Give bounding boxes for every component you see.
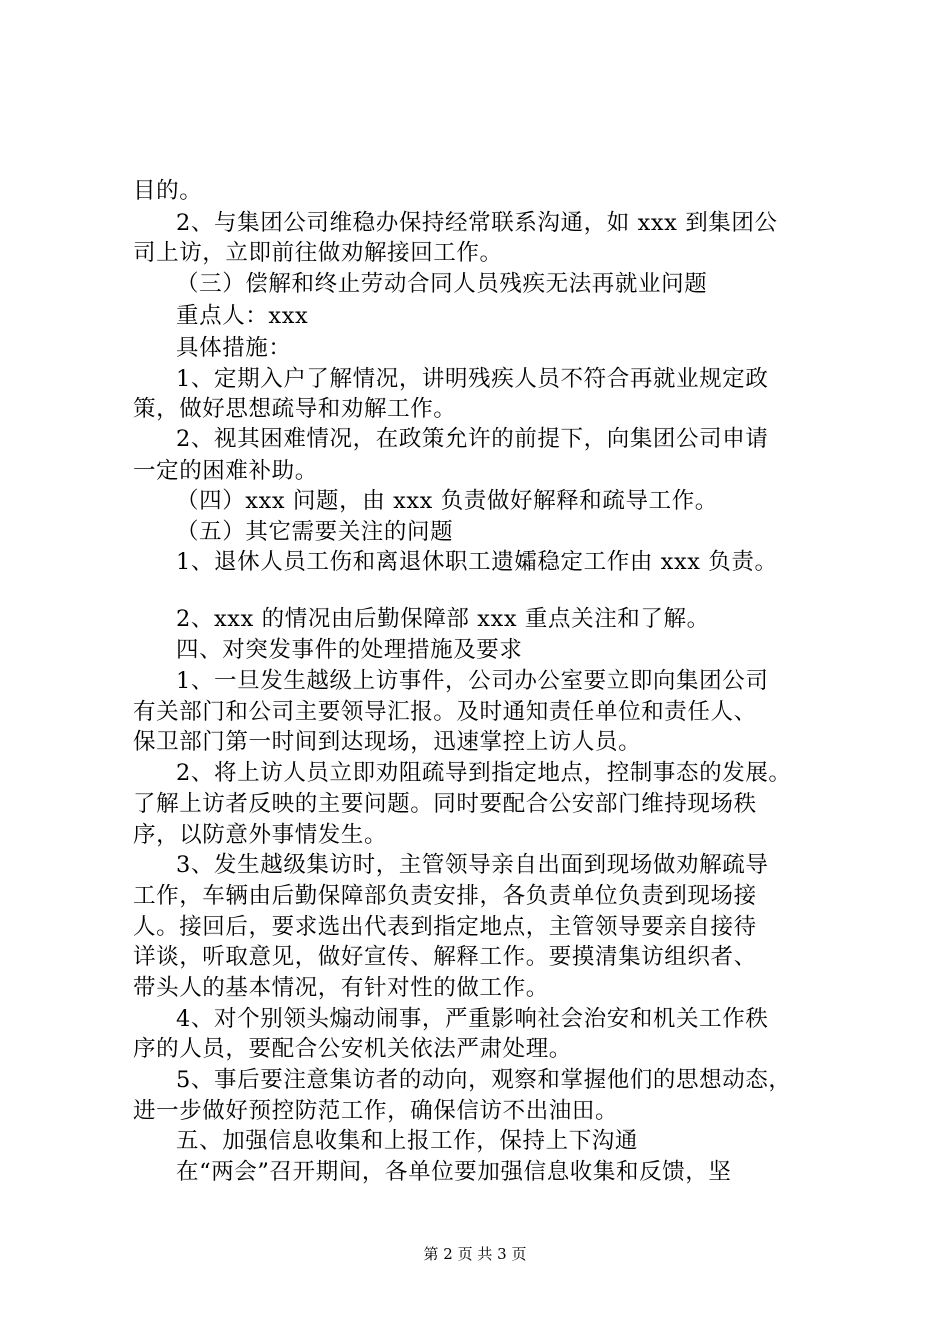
text-line: 3、发生越级集访时，主管领导亲自出面到现场做劝解疏导: [176, 852, 769, 878]
text-line: 2、将上访人员立即劝阻疏导到指定地点，控制事态的发展。: [176, 760, 792, 786]
text-line: 5、事后要注意集访者的动向，观察和掌握他们的思想动态，: [176, 1067, 792, 1093]
text-line: 序，以防意外事情发生。: [133, 822, 388, 848]
text-line: 人。接回后，要求选出代表到指定地点，主管领导要亲自接待: [133, 914, 757, 940]
text-line: 2、与集团公司维稳办保持经常联系沟通，如 xxx 到集团公: [176, 210, 778, 236]
text-line: 1、一旦发生越级上访事件，公司办公室要立即向集团公司: [176, 668, 769, 694]
text-line: 带头人的基本情况，有针对性的做工作。: [133, 975, 549, 1001]
text-line: 1、退休人员工伤和离退休职工遗孀稳定工作由 xxx 负责。: [176, 549, 778, 575]
text-line: 序的人员，要配合公安机关依法严肃处理。: [133, 1036, 572, 1062]
section-heading: 五、加强信息收集和上报工作，保持上下沟通: [176, 1128, 639, 1154]
section-heading: 四、对突发事件的处理措施及要求: [176, 637, 523, 663]
text-line: 进一步做好预控防范工作，确保信访不出油田。: [133, 1098, 619, 1124]
text-line: 司上访，立即前往做劝解接回工作。: [133, 240, 503, 266]
text-line: 2、xxx 的情况由后勤保障部 xxx 重点关注和了解。: [176, 606, 710, 632]
text-line: 详谈，听取意见，做好宣传、解释工作。要摸清集访组织者、: [133, 944, 757, 970]
section-heading: （五）其它需要关注的问题: [176, 519, 454, 545]
text-line: 保卫部门第一时间到达现场，迅速掌控上访人员。: [133, 729, 642, 755]
text-line: 策，做好思想疏导和劝解工作。: [133, 396, 457, 422]
text-line: 4、对个别领头煽动闹事，严重影响社会治安和机关工作秩: [176, 1006, 769, 1032]
text-line: 了解上访者反映的主要问题。同时要配合公安部门维持现场秩: [133, 791, 757, 817]
page-number-footer: 第 2 页 共 3 页: [423, 1245, 527, 1263]
text-line: 2、视其困难情况，在政策允许的前提下，向集团公司申请: [176, 426, 769, 452]
text-line: 工作，车辆由后勤保障部负责安排，各负责单位负责到现场接: [133, 883, 757, 909]
text-line: 重点人：xxx: [176, 303, 309, 329]
text-line: 具体措施：: [176, 335, 292, 361]
text-line: 目的。: [133, 178, 203, 204]
section-heading: （四）xxx 问题，由 xxx 负责做好解释和疏导工作。: [176, 488, 718, 514]
text-line: 1、定期入户了解情况，讲明残疾人员不符合再就业规定政: [176, 366, 769, 392]
text-line: 一定的困难补助。: [133, 458, 318, 484]
text-line: 有关部门和公司主要领导汇报。及时通知责任单位和责任人、: [133, 699, 757, 725]
text-line: 在“两会”召开期间，各单位要加强信息收集和反馈，坚: [176, 1159, 732, 1185]
section-heading: （三）偿解和终止劳动合同人员残疾无法再就业问题: [176, 271, 708, 297]
